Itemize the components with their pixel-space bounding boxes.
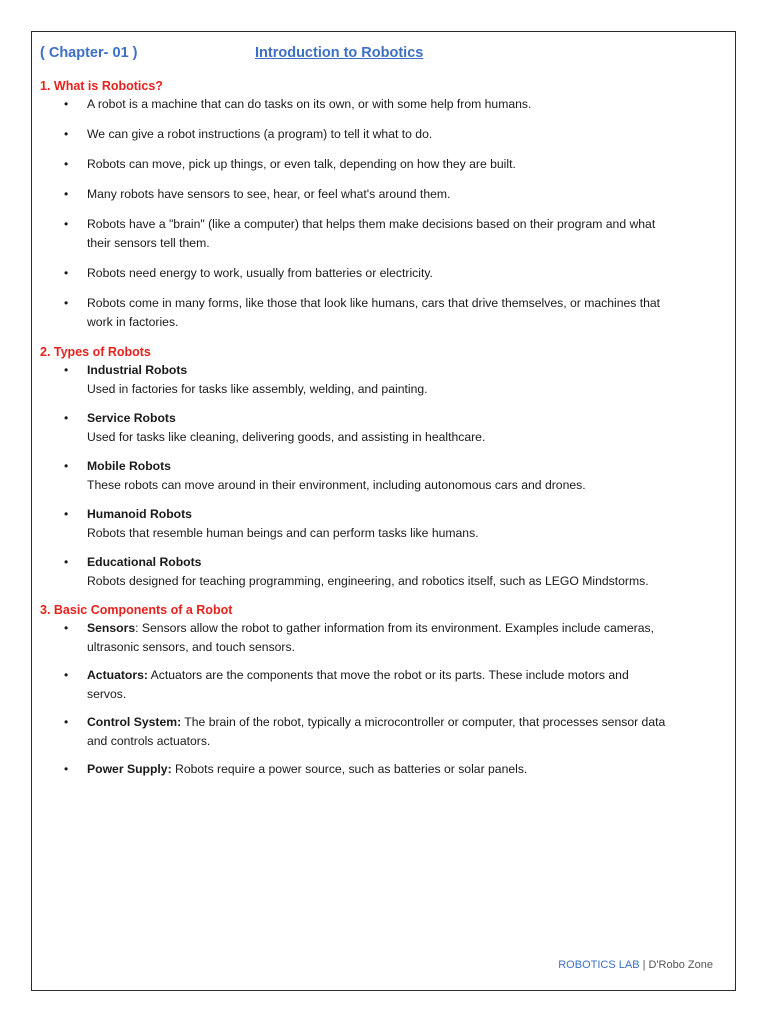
document-header — [40, 45, 680, 67]
list-item-text: A robot is a machine that can do tasks on its own, or with some help from humans. — [87, 97, 532, 111]
bullet-icon: • — [64, 217, 69, 231]
bullet-icon: • — [64, 296, 69, 310]
component-description: Robots require a power source, such as batteries or solar panels. — [171, 762, 528, 776]
list-item — [40, 457, 670, 495]
section-heading-types-of-robots: 2. Types of Robots — [40, 345, 151, 359]
list-item — [40, 619, 670, 657]
list-item — [40, 760, 670, 779]
bullet-icon: • — [64, 411, 69, 425]
bullet-icon: • — [64, 97, 69, 111]
bullet-icon: • — [64, 621, 69, 635]
page-title: Introduction to Robotics — [255, 45, 424, 61]
robot-type-name: Service Robots — [87, 411, 176, 425]
list-item — [40, 125, 670, 144]
list-item-text: Robots need energy to work, usually from batteries or electricity. — [87, 266, 433, 280]
robot-type-name: Industrial Robots — [87, 363, 188, 377]
list-item-text: Robots come in many forms, like those that look like humans, cars that drive themselves, or machines that work in factories. — [87, 296, 661, 329]
list-item-text: Many robots have sensors to see, hear, or feel what's around them. — [87, 187, 451, 201]
bullet-icon: • — [64, 668, 69, 682]
footer-zone-name: D'Robo Zone — [648, 959, 713, 971]
robot-type-description: Robots designed for teaching programming, engineering, and robotics itself, such as LEGO Mindstorms. — [87, 574, 649, 588]
component-name: Control System: — [87, 715, 182, 729]
robot-type-description: Used for tasks like cleaning, delivering goods, and assisting in healthcare. — [87, 430, 486, 444]
bullet-icon: • — [64, 507, 69, 521]
types-of-robots-list — [40, 361, 670, 591]
footer-separator: | — [639, 959, 649, 971]
component-description: : Sensors allow the robot to gather information from its environment. Examples include cameras, ultrasonic sensors, and touch sensors. — [87, 621, 654, 654]
document-body — [40, 77, 670, 788]
bullet-icon: • — [64, 459, 69, 473]
list-item — [40, 185, 670, 204]
bullet-icon: • — [64, 127, 69, 141]
list-item — [40, 666, 670, 704]
bullet-icon: • — [64, 187, 69, 201]
section-heading-basic-components: 3. Basic Components of a Robot — [40, 603, 233, 617]
list-item — [40, 409, 670, 447]
list-item — [40, 215, 670, 253]
component-name: Actuators: — [87, 668, 148, 682]
component-description: The brain of the robot, typically a microcontroller or computer, that processes sensor data and controls actuators. — [87, 715, 666, 748]
robot-type-name: Mobile Robots — [87, 459, 171, 473]
bullet-icon: • — [64, 555, 69, 569]
robot-type-description: These robots can move around in their environment, including autonomous cars and drones. — [87, 478, 586, 492]
list-item — [40, 155, 670, 174]
bullet-icon: • — [64, 363, 69, 377]
list-item — [40, 264, 670, 283]
basic-components-list — [40, 619, 670, 779]
component-name: Power Supply: — [87, 762, 172, 776]
page-footer — [558, 959, 713, 971]
list-item — [40, 361, 670, 399]
bullet-icon: • — [64, 762, 69, 776]
component-description: Actuators are the components that move the robot or its parts. These include motors and servos. — [87, 668, 629, 701]
what-is-robotics-list — [40, 95, 670, 332]
list-item — [40, 294, 670, 332]
robot-type-name: Educational Robots — [87, 555, 202, 569]
bullet-icon: • — [64, 266, 69, 280]
list-item-text: Robots can move, pick up things, or even talk, depending on how they are built. — [87, 157, 516, 171]
list-item — [40, 553, 670, 591]
list-item-text: We can give a robot instructions (a program) to tell it what to do. — [87, 127, 433, 141]
chapter-label: ( Chapter- 01 ) — [40, 45, 138, 61]
component-name: Sensors — [87, 621, 136, 635]
bullet-icon: • — [64, 715, 69, 729]
robot-type-name: Humanoid Robots — [87, 507, 192, 521]
bullet-icon: • — [64, 157, 69, 171]
list-item — [40, 95, 670, 114]
list-item-text: Robots have a "brain" (like a computer) that helps them make decisions based on their program and what their sensors tell them. — [87, 217, 656, 250]
section-heading-what-is-robotics: 1. What is Robotics? — [40, 79, 163, 93]
robot-type-description: Used in factories for tasks like assembly, welding, and painting. — [87, 382, 428, 396]
robot-type-description: Robots that resemble human beings and can perform tasks like humans. — [87, 526, 479, 540]
footer-lab-name: ROBOTICS LAB — [558, 959, 640, 971]
list-item — [40, 505, 670, 543]
list-item — [40, 713, 670, 751]
